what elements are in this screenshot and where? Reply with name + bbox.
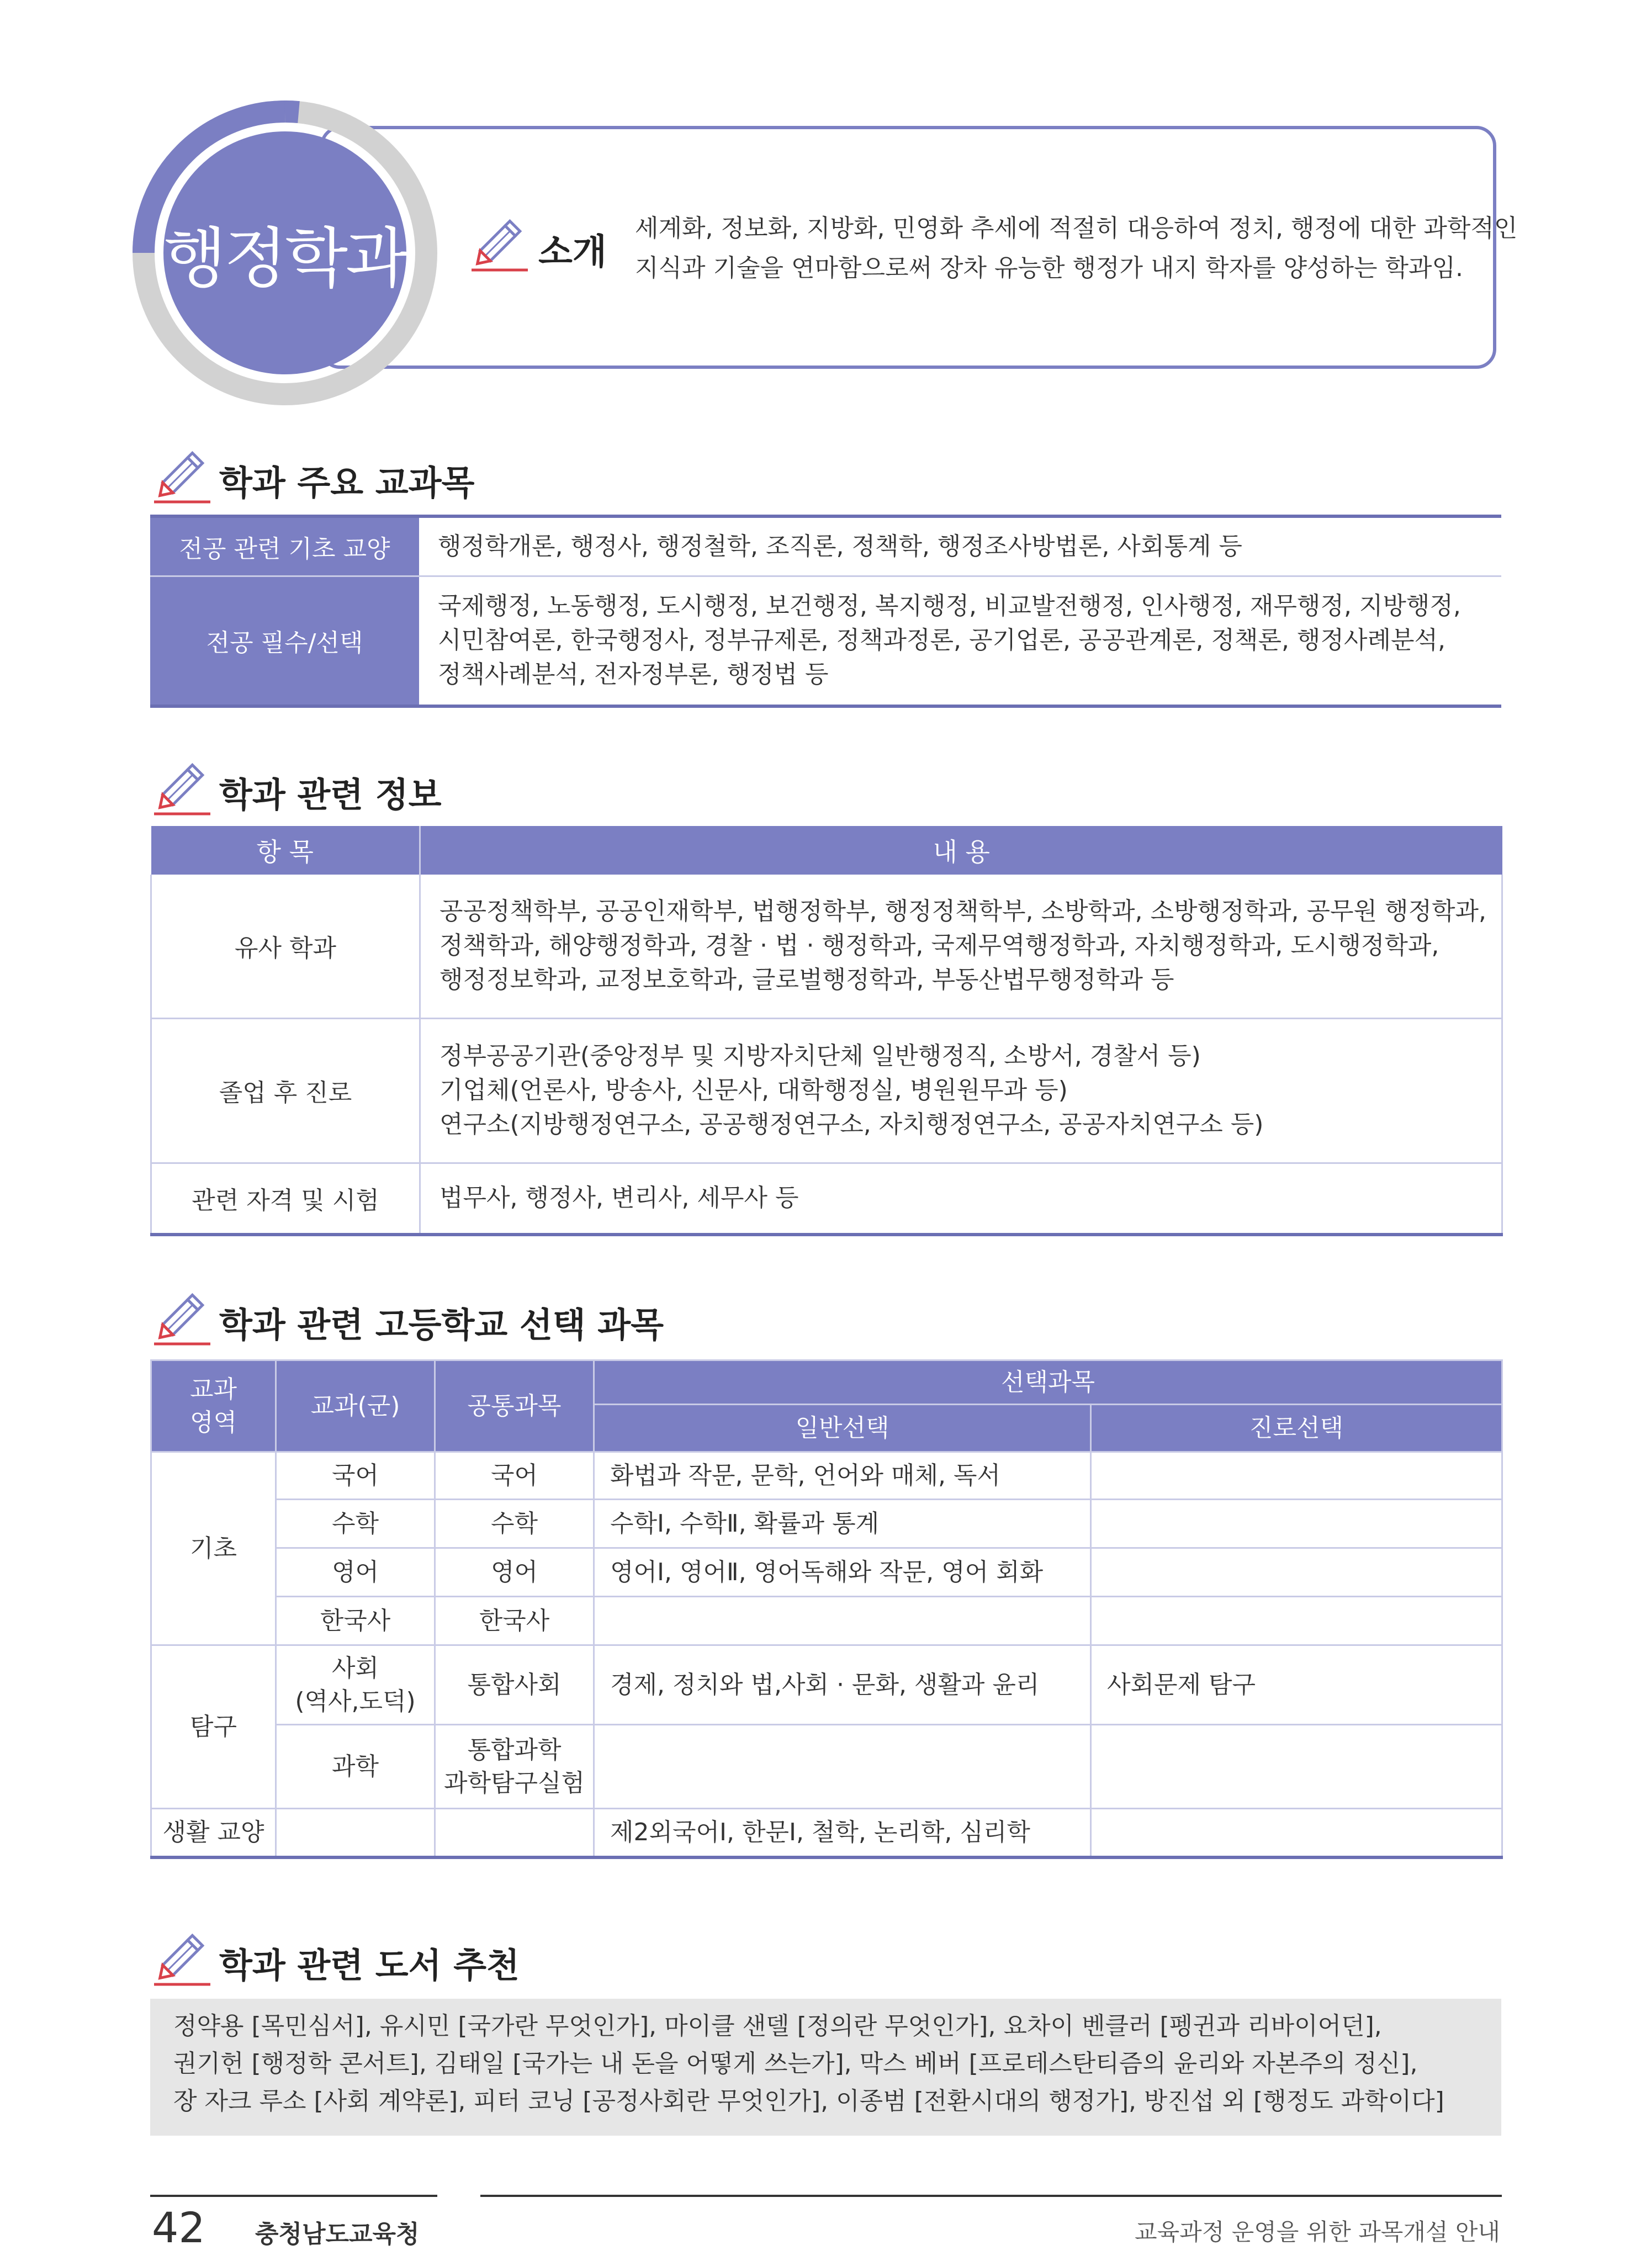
- value-line: 정책학과, 해양행정학과, 경찰 · 법 · 행정학과, 국제무역행정학과, 자치행정학과, 도시행정학과,: [440, 931, 1439, 960]
- section-title: 학과 주요 교과목: [219, 463, 475, 503]
- table-row: [151, 1725, 1502, 1809]
- header-line: 영역: [189, 1408, 237, 1437]
- group-cell: [276, 1645, 435, 1725]
- table-row: [151, 1500, 1502, 1548]
- row-label: 유사 학과: [151, 875, 420, 1018]
- row-value: [420, 1163, 1502, 1235]
- common-cell: 영어: [435, 1548, 594, 1597]
- group-cell: 과학: [276, 1725, 435, 1809]
- table-row: [151, 1548, 1502, 1597]
- value-line: 행정정보학과, 교정보호학과, 글로벌행정학과, 부동산법무행정학과 등: [440, 966, 1174, 994]
- pencil-icon: [152, 756, 213, 817]
- common-cell: 국어: [435, 1452, 594, 1500]
- table-row: [151, 1163, 1502, 1235]
- cell-line: 사회: [331, 1654, 379, 1682]
- intro-text: [635, 209, 1518, 288]
- value-line: 기업체(언론사, 방송사, 신문사, 대학행정실, 병원원무과 등): [440, 1076, 1068, 1104]
- cell-line: (역사,도덕): [295, 1687, 416, 1715]
- general-cell: 제2외국어Ⅰ, 한문Ⅰ, 철학, 논리학, 심리학: [594, 1809, 1091, 1857]
- related-info-table: [150, 826, 1503, 1236]
- value-line: 정책사례분석, 전자정부론, 행정법 등: [438, 660, 829, 689]
- career-cell: [1091, 1452, 1502, 1500]
- book-line: 정약용 [목민심서], 유시민 [국가란 무엇인가], 마이클 샌델 [정의란 무엇인가], 요차이 벤클러 [펭귄과 리바이어던],: [173, 2012, 1382, 2040]
- group-cell: [276, 1809, 435, 1857]
- row-value: [419, 516, 1501, 576]
- value-line: 행정학개론, 행정사, 행정철학, 조직론, 정책학, 행정조사방법론, 사회통계 등: [438, 532, 1242, 560]
- cell-line: 통합과학: [467, 1735, 562, 1764]
- main-subjects-table: [150, 515, 1501, 708]
- table-row: [151, 1452, 1502, 1500]
- career-cell: [1091, 1725, 1502, 1809]
- area-cell: 생활 교양: [151, 1809, 276, 1857]
- table-header-row: [151, 1360, 1502, 1405]
- common-cell: [435, 1809, 594, 1857]
- table-row: [151, 1809, 1502, 1857]
- table-row: [151, 1597, 1502, 1645]
- row-value: [420, 875, 1502, 1018]
- general-cell: 수학Ⅰ, 수학Ⅱ, 확률과 통계: [594, 1500, 1091, 1548]
- column-header: 내 용: [420, 826, 1502, 875]
- publisher-name: 충청남도교육청: [255, 2220, 420, 2248]
- column-header-career: 진로선택: [1091, 1405, 1502, 1452]
- general-cell: [594, 1597, 1091, 1645]
- book-recommendations: [150, 1999, 1501, 2136]
- common-cell: 통합사회: [435, 1645, 594, 1725]
- value-line: 정부공공기관(중앙정부 및 지방자치단체 일반행정직, 소방서, 경찰서 등): [440, 1042, 1201, 1070]
- common-cell: 수학: [435, 1500, 594, 1548]
- section-title: 학과 관련 고등학교 선택 과목: [219, 1305, 664, 1345]
- group-cell: 한국사: [276, 1597, 435, 1645]
- group-cell: 국어: [276, 1452, 435, 1500]
- value-line: 국제행정, 노동행정, 도시행정, 보건행정, 복지행정, 비교발전행정, 인사행정, 재무행정, 지방행정,: [438, 592, 1461, 621]
- pencil-icon: [152, 1286, 213, 1347]
- row-value: [420, 1018, 1502, 1163]
- hs-subjects-table: [150, 1359, 1503, 1859]
- general-cell: 영어Ⅰ, 영어Ⅱ, 영어독해와 작문, 영어 회화: [594, 1548, 1091, 1597]
- group-cell: 영어: [276, 1548, 435, 1597]
- table-row: [150, 576, 1501, 706]
- value-line: 법무사, 행정사, 변리사, 세무사 등: [440, 1184, 799, 1212]
- pencil-icon: [152, 1927, 213, 1988]
- table-row: [150, 516, 1501, 576]
- pencil-icon: [152, 444, 213, 505]
- row-label: 졸업 후 진로: [151, 1018, 420, 1163]
- department-title: 행정학과: [163, 220, 406, 296]
- value-line: 시민참여론, 한국행정사, 정부규제론, 정책과정론, 공기업론, 공공관계론, 정책론, 행정사례분석,: [438, 626, 1446, 655]
- career-cell: 사회문제 탐구: [1091, 1645, 1502, 1725]
- common-cell: 한국사: [435, 1597, 594, 1645]
- intro-label: 소개: [538, 232, 607, 273]
- row-value: [419, 576, 1501, 706]
- column-header-area: [151, 1360, 276, 1452]
- footer-divider: [150, 2195, 437, 2197]
- page-number: 42: [152, 2203, 205, 2252]
- table-header-row: [151, 826, 1502, 875]
- column-header-group: 교과(군): [276, 1360, 435, 1452]
- book-line: 권기헌 [행정학 콘서트], 김태일 [국가는 내 돈을 어떻게 쓰는가], 막스 베버 [프로테스탄티즘의 윤리와 자본주의 정신],: [173, 2050, 1418, 2078]
- column-header: 항 목: [151, 826, 420, 875]
- area-cell: 기초: [151, 1452, 276, 1645]
- column-header-general: 일반선택: [594, 1405, 1091, 1452]
- row-label: 전공 관련 기초 교양: [150, 516, 419, 576]
- career-cell: [1091, 1809, 1502, 1857]
- cell-line: 과학탐구실험: [443, 1768, 585, 1797]
- table-row: [151, 1645, 1502, 1725]
- row-label: 전공 필수/선택: [150, 576, 419, 706]
- header-line: 교과: [189, 1375, 237, 1404]
- group-cell: 수학: [276, 1500, 435, 1548]
- general-cell: 경제, 정치와 법,사회 · 문화, 생활과 윤리: [594, 1645, 1091, 1725]
- table-row: [151, 875, 1502, 1018]
- career-cell: [1091, 1548, 1502, 1597]
- value-line: 공공정책학부, 공공인재학부, 법행정학부, 행정정책학부, 소방학과, 소방행정학과, 공무원 행정학과,: [440, 897, 1486, 926]
- section-title: 학과 관련 정보: [219, 775, 442, 815]
- column-header-elective: 선택과목: [594, 1360, 1502, 1405]
- section-title: 학과 관련 도서 추천: [219, 1945, 520, 1985]
- pencil-icon: [469, 213, 530, 273]
- footer-divider: [480, 2195, 1502, 2197]
- career-cell: [1091, 1597, 1502, 1645]
- general-cell: 화법과 작문, 문학, 언어와 매체, 독서: [594, 1452, 1091, 1500]
- area-cell: 탐구: [151, 1645, 276, 1809]
- general-cell: [594, 1725, 1091, 1809]
- document-title: 교육과정 운영을 위한 과목개설 안내: [1135, 2218, 1500, 2246]
- intro-line: 지식과 기술을 연마함으로써 장차 유능한 행정가 내지 학자를 양성하는 학과임.: [635, 254, 1463, 282]
- common-cell: [435, 1725, 594, 1809]
- career-cell: [1091, 1500, 1502, 1548]
- row-label: 관련 자격 및 시험: [151, 1163, 420, 1235]
- book-line: 장 자크 루소 [사회 계약론], 피터 코닝 [공정사회란 무엇인가], 이종범 [전환시대의 행정가], 방진섭 외 [행정도 과학이다]: [173, 2087, 1444, 2115]
- table-row: [151, 1018, 1502, 1163]
- column-header-common: 공통과목: [435, 1360, 594, 1452]
- intro-line: 세계화, 정보화, 지방화, 민영화 추세에 적절히 대응하여 정치, 행정에 대한 과학적인: [635, 214, 1518, 242]
- value-line: 연구소(지방행정연구소, 공공행정연구소, 자치행정연구소, 공공자치연구소 등): [440, 1110, 1264, 1139]
